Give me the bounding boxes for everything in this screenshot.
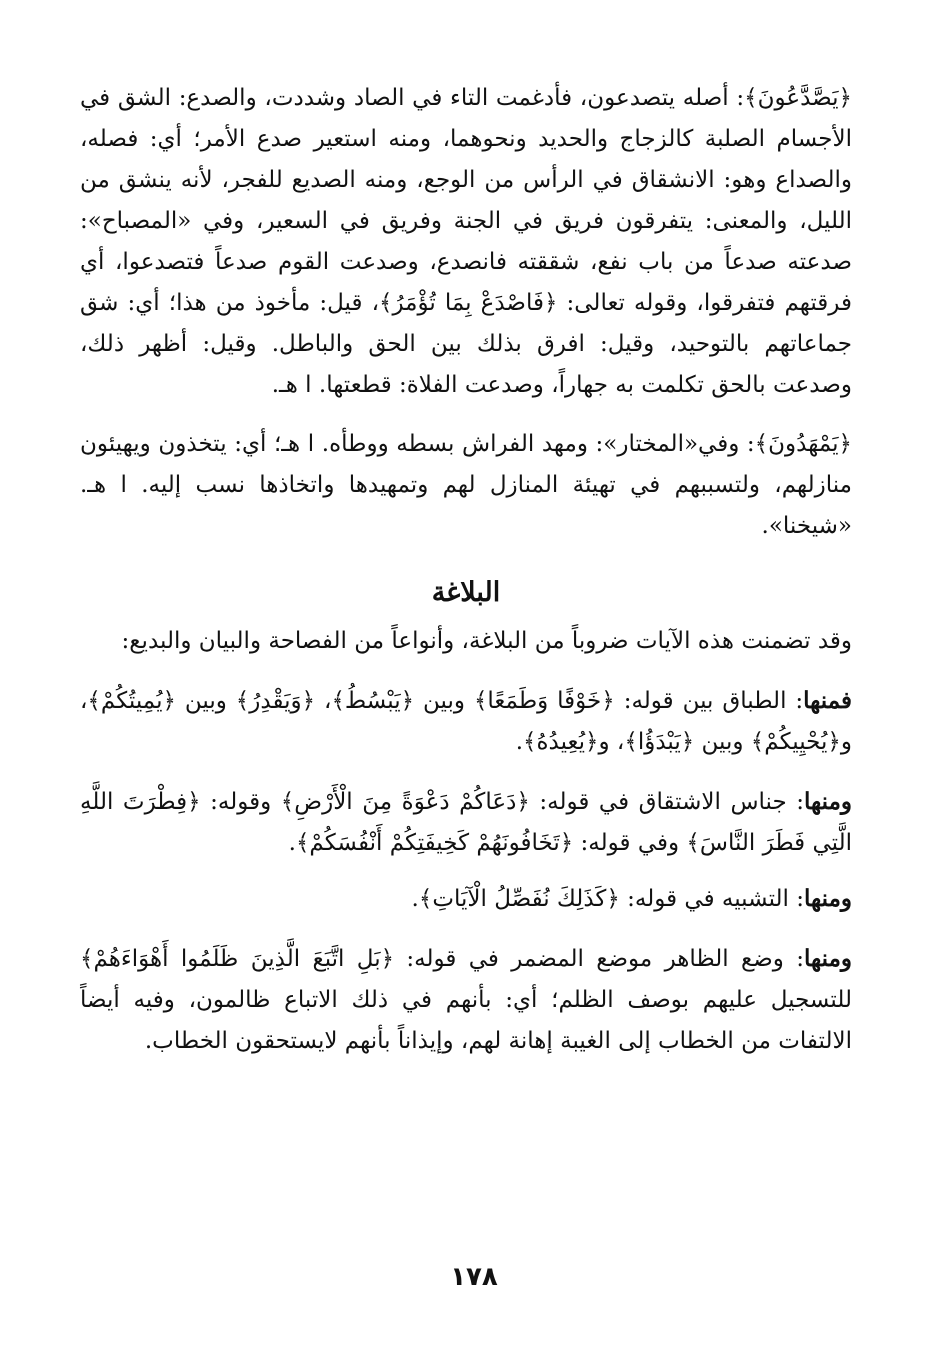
balagha-item-lead: ومنها: [804, 885, 852, 912]
balagha-item-lead: فمنها: [803, 687, 852, 714]
balagha-item-wad-al-zahir: [80, 938, 852, 1062]
balagha-item-text: : جناس الاشتقاق في قوله: ﴿دَعَاكُمْ دَعْوَةً مِنَ الْأَرْضِ﴾ وقوله: ﴿فِطْرَتَ اللَّهِ الَّتِي فَطَرَ النَّاسَ﴾ وفي قوله: ﴿تَخَافُونَهُمْ كَخِيفَتِكُمْ أَنْفُسَكُمْ﴾.: [80, 789, 852, 856]
commentary-paragraph-yamhadun: ﴿يَمْهَدُونَ﴾: وفي«المختار»: ومهد الفراش بسطه ووطأه. ا هـ؛ أي: يتخذون ويهيئون منازلهم، ولتسببهم في تهيئة المنازل لهم وتمهيدها واتخاذها نسب إليه. ا هـ. «شيخنا».: [80, 431, 852, 539]
balagha-item-lead: ومنها: [804, 945, 852, 972]
balagha-item-text: : وضع الظاهر موضع المضمر في قوله: ﴿بَلِ اتَّبَعَ الَّذِينَ ظَلَمُوا أَهْوَاءَهُمْ﴾ للتسجيل عليهم بوصف الظلم؛ أي: بأنهم في ذلك الاتباع ظالمون، وفيه أيضاً الالتفات من الخطاب إلى الغيبة إهانة لهم، وإيذاناً بأنهم لايستحقون الخطاب.: [80, 946, 852, 1054]
page-body: [80, 78, 852, 1062]
balagha-intro: وقد تضمنت هذه الآيات ضروباً من البلاغة، وأنواعاً من الفصاحة والبيان والبديع:: [121, 628, 852, 654]
section-heading-balagha: البلاغة: [431, 577, 501, 608]
balagha-item-tashbih: [80, 878, 852, 920]
balagha-item-text: : التشبيه في قوله: ﴿كَذَلِكَ نُفَصِّلُ الْآيَاتِ﴾.: [411, 886, 805, 912]
balagha-item-text: : الطباق بين قوله: ﴿خَوْفًا وَطَمَعًا﴾ وبين ﴿يَبْسُطُ﴾، ﴿وَيَقْدِرُ﴾ وبين ﴿يُمِيتُكُمْ﴾، و﴿يُحْيِيكُمْ﴾ وبين ﴿يَبْدَؤُا﴾، و﴿يُعِيدُهُ﴾.: [80, 688, 852, 755]
commentary-paragraph-yassaddaun: ﴿يَصَّدَّعُونَ﴾: أصله يتصدعون، فأدغمت التاء في الصاد وشددت، والصدع: الشق في الأجسام الصلبة كالزجاج والحديد ونحوهما، ومنه استعير صدع الأمر؛ أي: فصله، والصداع وهو: الانشقاق في الرأس من الوجع، ومنه الصديع للفجر، لأنه ينشق من الليل، والمعنى: يتفرقون فريق في الجنة وفريق في السعير، وفي «المصباح»: صدعته صدعاً من باب نفع، شققته فانصدع، وصدعت القوم صدعاً فتصدعوا، أي فرقتهم فتفرقوا، وقوله تعالى: ﴿فَاصْدَعْ بِمَا تُؤْمَرُ﴾، قيل: مأخوذ من هذا؛ أي: شق جماعاتهم بالتوحيد، وقيل: افرق بذلك بين الحق والباطل. وقيل: أظهر ذلك، وصدعت بالحق تكلمت به جهاراً، وصدعت الفلاة: قطعتها. ا هـ.: [80, 85, 852, 398]
balagha-item-lead: ومنها: [804, 788, 852, 815]
balagha-item-tibaq: [80, 680, 852, 763]
balagha-item-jinas: [80, 781, 852, 864]
page-number: ١٧٨: [450, 1262, 498, 1292]
